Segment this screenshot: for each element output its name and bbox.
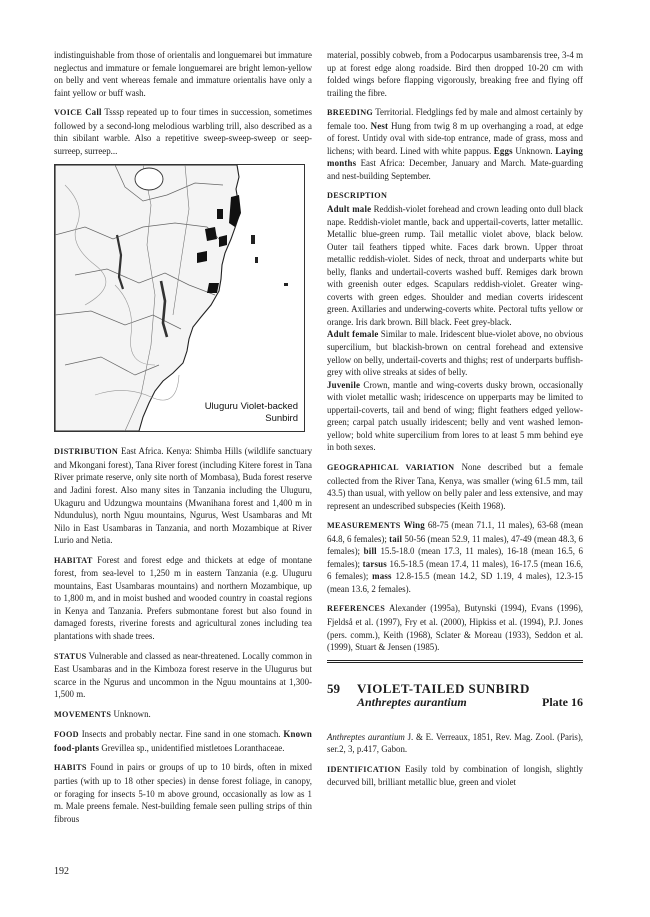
bill-label: bill xyxy=(363,546,377,557)
food-section xyxy=(54,728,312,754)
adult-female-paragraph xyxy=(327,328,583,378)
nest-text: Hung from twig 8 m up overhanging a road, at edge of forest. Untidy oval with side-top entrance, made of grass, moss and lichens; with beard. Lined with white pappus. xyxy=(327,120,584,156)
geographical-variation-heading: GEOGRAPHICAL VARIATION xyxy=(327,462,455,472)
habitat-heading: HABITAT xyxy=(54,555,93,565)
geographical-variation-text: None described but a female collected from the River Tana, Kenya, was smaller (wing 61.5 mm, tail 43.5) than usual, with yellow on belly paler and less extensive, and may represent an undescribed subspecies (Keith 1968). xyxy=(327,461,583,511)
mass-text: 12.8-15.5 (mean 14.2, SD 1.19, 4 males), 12.3-15 (mean 13.6, 2 females). xyxy=(327,571,583,594)
food-plants-text: Grevillea sp., unidentified mistletoes Loranthaceae. xyxy=(101,742,285,753)
status-section xyxy=(54,650,312,701)
wing-text: 68-75 (mean 71.1, 11 males), 63-68 (mean 64.8, 6 females); xyxy=(327,520,584,544)
description-heading: DESCRIPTION xyxy=(327,191,388,201)
distribution-text: East Africa. Kenya: Shimba Hills (wildlife sanctuary and Mkongani forest), Tana River forest (including Kitere forest in Tana River primate reserve, only site north of Mombasa), Buda forest reserve and Jadini forest. Also many sites in Tanzania including the Uluguru, Ukaguru and Udzungwa mountains (Mwanihana forest and 1,400 m in Ndundulus), north Nguu mountains, Ngurus, West Usambaras and Mt Nilo in East Usambaras in Tanzania, and north Mozambique at River Lurio and Netia. xyxy=(54,446,313,546)
page-number: 192 xyxy=(54,866,69,877)
nest-label: Nest xyxy=(370,120,389,131)
species-common-name: VIOLET-TAILED SUNBIRD xyxy=(357,680,530,696)
map-caption-line1: Uluguru Violet-backed xyxy=(204,401,298,413)
left-column xyxy=(54,49,312,825)
habits-section xyxy=(54,761,312,825)
wing-label: Wing xyxy=(403,520,425,531)
tarsus-text: 16.5-18.5 (mean 17.4, 11 males), 16-17.5 (mean 16.6, 6 females); xyxy=(327,558,583,582)
bill-text: 15.5-18.0 (mean 17.3, 11 males), 16-18 (mean 16.5, 6 females); xyxy=(327,546,583,569)
measurements-section xyxy=(327,519,583,595)
references-heading: REFERENCES xyxy=(327,604,386,614)
identification-section xyxy=(327,763,583,789)
tail-label: tail xyxy=(389,533,403,544)
citation-text: J. & E. Verreaux, 1851, Rev. Mag. Zool. (Paris), ser.2, 3, p.417, Gabon. xyxy=(327,731,583,755)
tarsus-label: tarsus xyxy=(362,558,387,569)
distribution-section xyxy=(54,445,312,546)
species-plate-ref: Plate 16 xyxy=(542,695,583,710)
map-caption xyxy=(205,401,298,425)
species-header xyxy=(327,680,583,696)
intro-paragraph: indistinguishable from those of orientalis and longuemarei but immature neglectus and immature or female longuemarei are bright lemon-yellow on belly and vent whereas female and immature orientalis have only a faint yellow or buff wash. xyxy=(54,50,312,98)
section-divider-top xyxy=(327,660,583,661)
food-plants-label: Known food-plants xyxy=(54,729,312,753)
geographical-variation-section xyxy=(327,461,583,512)
food-text: Insects and probably nectar. Fine sand in one stomach. xyxy=(81,729,281,740)
juvenile-label: Juvenile xyxy=(327,379,361,390)
species-subheader xyxy=(357,696,583,709)
distribution-heading: DISTRIBUTION xyxy=(54,447,119,457)
habits-continued: material, possibly cobweb, from a Podocarpus usambarensis tree, 3-4 m up at forest edge along roadside. Bird then dropped 10-20 cm with folded wings before flapping vigorously, breaking free and flying off trailing the fibre. xyxy=(327,50,583,98)
status-text: Vulnerable and classed as near-threatened. Locally common in East Usambaras and in the Kimboza forest reserve in the Ulugurus but scarce in the Ngurus and uncommon in the Nguu mountains at 1,300-1,500 m. xyxy=(54,650,312,700)
movements-section xyxy=(54,708,312,722)
identification-text: Easily told by combination of longish, slightly decurved bill, brilliant metallic blue, green and violet xyxy=(327,763,583,788)
juvenile-text: Crown, mantle and wing-coverts dusky brown, occasionally with violet metallic wash; iridescence on upperparts may be limited to uppertail-coverts, tail and bend of wing; flight feathers edged yellow-green; carpal patch usually iridescent; belly and vent washed lemon-yellow; bold white supercilium from lores to at least 5 mm behind eye in both sexes. xyxy=(327,379,584,453)
status-heading: STATUS xyxy=(54,651,87,661)
description-heading-row xyxy=(327,189,583,203)
eggs-text: Unknown. xyxy=(515,145,553,156)
measurements-heading: MEASUREMENTS xyxy=(327,521,401,531)
voice-section xyxy=(54,106,312,157)
adult-male-label: Adult male xyxy=(327,204,372,215)
section-divider-bottom xyxy=(327,662,583,663)
species-number: 59 xyxy=(327,680,340,696)
adult-female-label: Adult female xyxy=(327,329,379,340)
habitat-text: Forest and forest edge and thickets at edge of montane forest, from sea-level to 1,250 m in eastern Tanzania (e.g. Uluguru mountains, East Usambaras mountains) and northern Mozambique, up to 1,800 m, and in moist bushed and wooded country in coastal regions in Kenya and Tanzania. Prefers submontane forest but also found in damaged forests, riverine forests and agricultural zones including tea plantations with shade trees. xyxy=(54,554,313,642)
tail-text: 50-56 (mean 52.9, 11 males), 47-49 (mean 48.3, 6 females); xyxy=(327,533,583,557)
references-text: Alexander (1995a), Butynski (1994), Evans (1996), Fjeldså et al. (1997), Fry et al. (2000), Hipkiss et al. (1994), P.J. Jones (pers. comm.), Keith (1968), Sclater & Moreau (1933), Seddon et al. (1999), Stuart & Jensen (1985). xyxy=(327,603,583,653)
voice-heading: VOICE xyxy=(54,108,83,118)
species-scientific-name: Anthreptes aurantium xyxy=(357,695,467,710)
mass-label: mass xyxy=(372,571,392,582)
references-section xyxy=(327,602,583,653)
africa-map-graphic xyxy=(55,165,304,431)
map-caption-line2: Sunbird xyxy=(265,413,298,425)
eggs-label: Eggs xyxy=(493,145,513,156)
habits-text: Found in pairs or groups of up to 10 birds, often in mixed parties (with up to 18 other species) in dense forest foliage, in canopy, or foraging for insects 5-10 m above ground, occasionally as low as 1 m. Male preens female. Nest-building female seen pulling strips of thin fibrous xyxy=(54,762,312,824)
voice-text: Tsssp repeated up to four times in succession, sometimes followed by a second-long melodious warbling trill, also described as a thin sibilant warble. Also a repetitive sweep-sweep-sweep or seep-surreep, surreep... xyxy=(54,107,312,156)
adult-female-text: Similar to male. Iridescent blue-violet above, no obvious supercilium, but blackish-brown on central forehead and extensive yellow on belly, undertail-coverts and thighs; rest of underparts buffish-grey with olive streaks at sides of belly. xyxy=(327,329,584,378)
juvenile-paragraph xyxy=(327,379,583,454)
distribution-map xyxy=(54,164,305,432)
movements-heading: MOVEMENTS xyxy=(54,709,112,719)
habits-heading: HABITS xyxy=(54,763,87,773)
movements-text: Unknown. xyxy=(113,708,151,719)
identification-heading: IDENTIFICATION xyxy=(327,764,401,774)
right-column xyxy=(327,49,583,789)
breeding-section xyxy=(327,106,583,182)
citation-name: Anthreptes aurantium xyxy=(327,731,405,742)
breeding-heading: BREEDING xyxy=(327,108,374,118)
adult-male-paragraph xyxy=(327,203,583,328)
voice-call-label: Call xyxy=(85,107,102,118)
laying-months-label: Laying months xyxy=(327,145,584,169)
adult-male-text: Reddish-violet forehead and crown leading onto dull black nape. Reddish-violet mantle, back and uppertail-coverts, latter metallic. Metallic blue-green rump. Tail metallic violet above, black below. Outer tail feathers tipped white. Faces dark brown. Upper throat metallic reddish-violet. Sides of neck, throat and underparts white but belly, flanks and undertail-coverts washed buff. Remiges dark brown with greenish outer edges. Scapulars reddish-violet. Greater wing-coverts with green edges. Shoulder and median coverts iridescent green. Axillaries and underwing-coverts white. Pectoral tufts yellow or orange. Iris dark brown. Bill black. Feet grey-black. xyxy=(327,204,584,327)
food-heading: FOOD xyxy=(54,730,79,740)
breeding-text: Territorial. Fledglings fed by male and almost certainly by female too. xyxy=(327,107,583,131)
habitat-section xyxy=(54,554,312,643)
laying-months-text: East Africa: December, January and March. Mate-guarding and nest-building September. xyxy=(327,158,584,181)
citation-paragraph xyxy=(327,731,583,756)
